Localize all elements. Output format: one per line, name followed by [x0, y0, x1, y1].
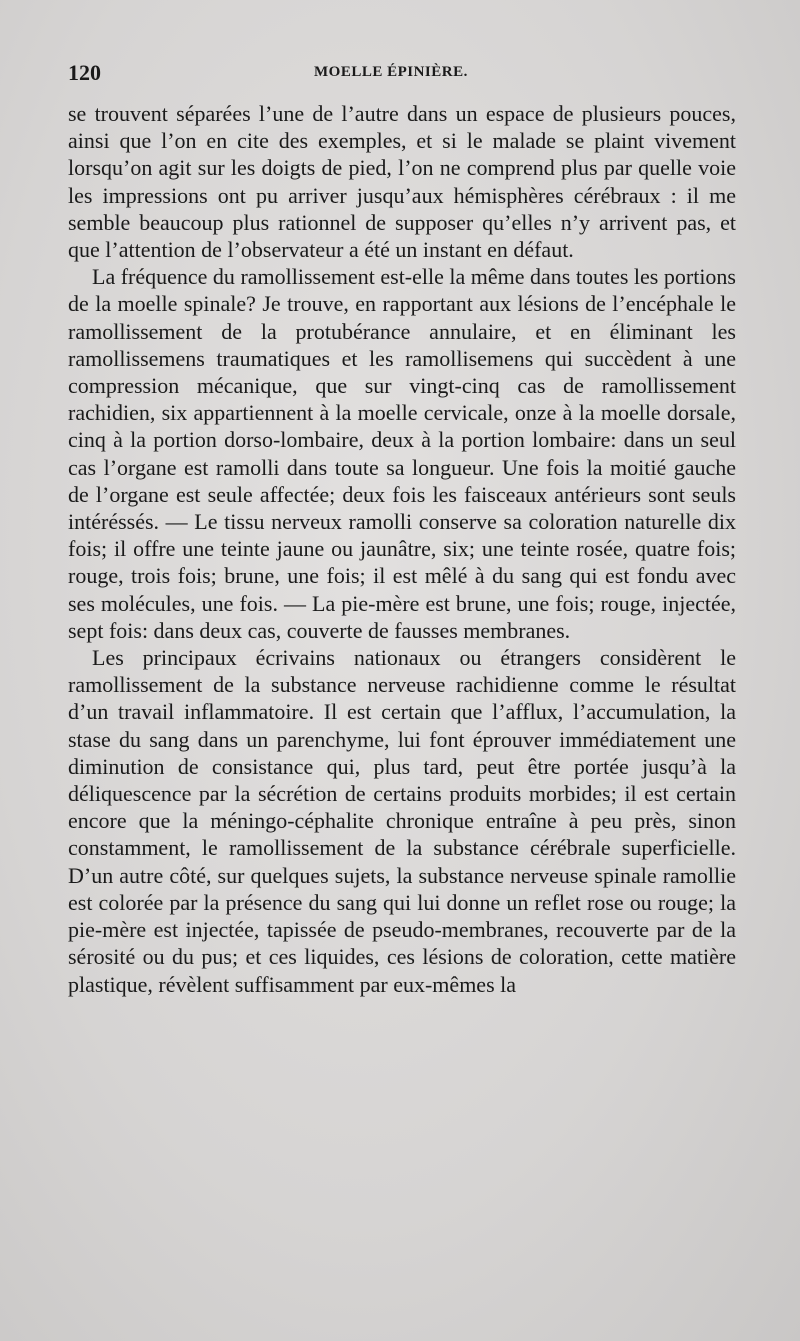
paragraph-frequency: La fréquence du ramollissement est-elle la même dans toutes les portions de la moelle spinale? Je trouve, en rapportant aux lésions de l’encéphale le ramollissement de la protubérance annulaire, et en éliminant les ramollissemens traumatiques et les ramollisemens qui succèdent à une compression mécanique, que sur vingt-cinq cas de ramollissement rachidien, six appartiennent à la moelle cervicale, onze à la moelle dorsale, cinq à la portion dorso-lombaire, deux à la portion lombaire: dans un seul cas l’organe est ramolli dans toute sa longueur. Une fois la moitié gauche de l’organe est seule affectée; deux fois les faisceaux antérieurs sont seuls intéréssés. — Le tissu nerveux ramolli conserve sa coloration naturelle dix fois; il offre une teinte jaune ou jaunâtre, six; une teinte rosée, quatre fois; rouge, trois fois; brune, une fois; il est mêlé à du sang qui est fondu avec ses molécules, une fois. — La pie-mère est brune, une fois; rouge, injectée, sept fois: dans deux cas, couverte de fausses membranes.	[68, 264, 736, 643]
body-text	[68, 100, 736, 998]
paragraph-continuation: se trouvent séparées l’une de l’autre dans un espace de plusieurs pouces, ainsi que l’on en cite des exemples, et si le malade se plaint vivement lorsqu’on agit sur les doigts de pied, l’on ne comprend plus par quelle voie les impressions ont pu arriver jusqu’aux hémisphères cérébraux : il me semble beaucoup plus rationnel de supposer qu’elles n’y arrivent pas, et que l’attention de l’observateur a été un instant en défaut.	[68, 101, 736, 263]
paragraph-writers: Les principaux écrivains nationaux ou étrangers considèrent le ramollissement de la substance nerveuse rachidienne comme le résultat d’un travail inflammatoire. Il est certain que l’afflux, l’accumulation, la stase du sang dans un parenchyme, lui font éprouver immédiatement une diminution de consistance qui, plus tard, peut être portée jusqu’à la déliquescence par la sécrétion de certains produits morbides; il est certain encore que la méningo-céphalite chronique entraîne à peu près, sinon constamment, le ramollissement de la substance cérébrale superficielle. D’un autre côté, sur quelques sujets, la substance nerveuse spinale ramollie est colorée par la présence du sang qui lui donne un reflet rose ou rouge; la pie-mère est injectée, tapissée de pseudo-membranes, recouverte par de la sérosité ou du pus; et ces liquides, ces lésions de coloration, cette matière plastique, révèlent suffisamment par eux-mêmes la	[68, 645, 736, 997]
running-head: MOELLE ÉPINIÈRE.	[314, 64, 468, 80]
page-number: 120	[68, 60, 101, 85]
page-header	[68, 60, 736, 94]
